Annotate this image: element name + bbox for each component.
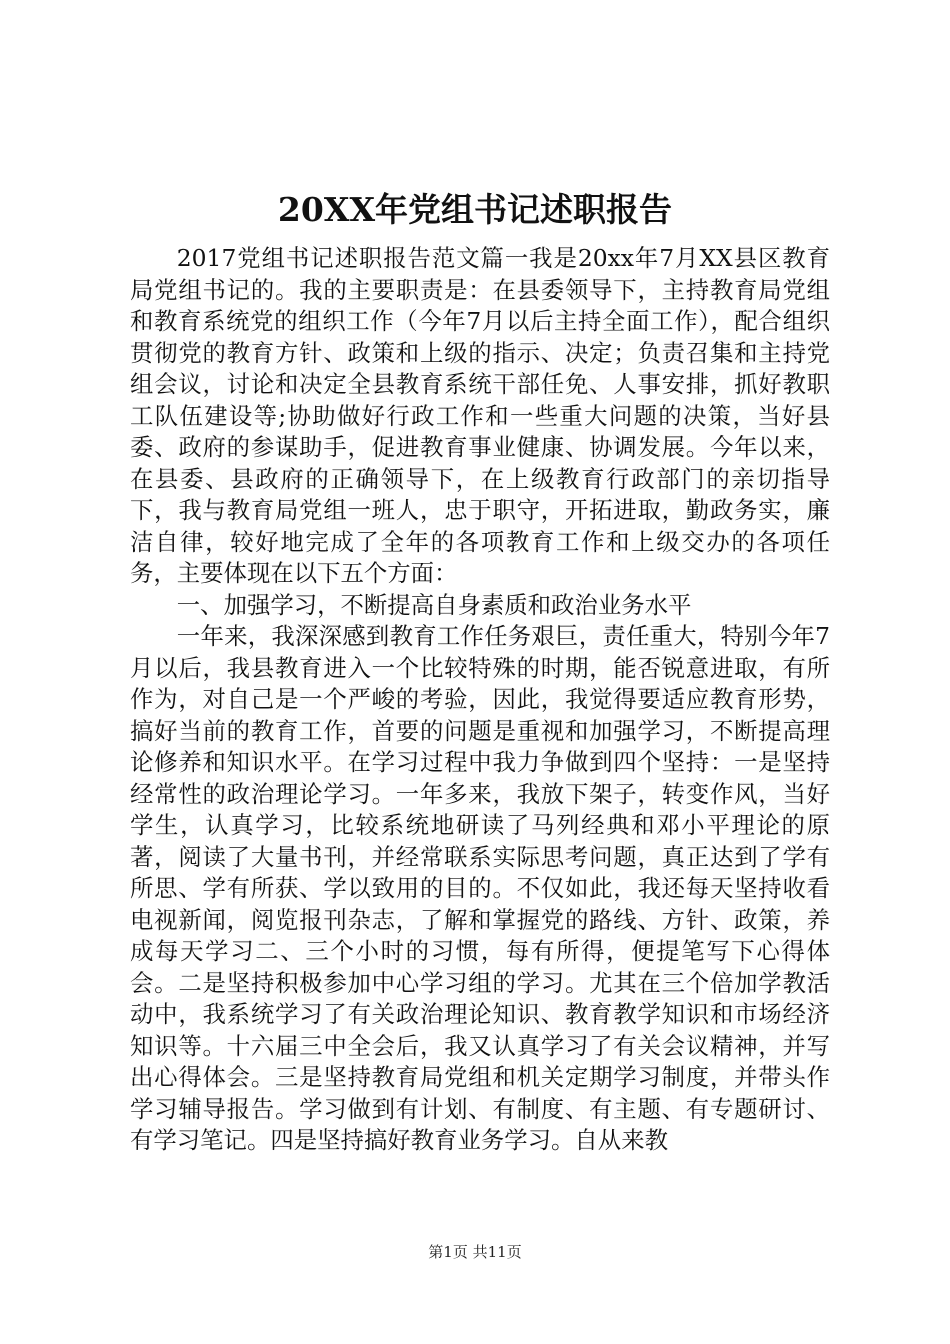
page-total: 共11页 (472, 1243, 522, 1261)
document-title: 20XX年党组书记述职报告 (277, 190, 673, 229)
document-body (130, 243, 830, 1157)
section-heading: 一、加强学习，不断提高自身素质和政治业务水平 (176, 590, 692, 619)
page-number: 第1页 (428, 1243, 468, 1261)
paragraph-study: 一年来，我深深感到教育工作任务艰巨，责任重大，特别今年7月以后，我县教育进入一个比较特殊的时期，能否锐意进取，有所作为，对自己是一个严峻的考验，因此，我觉得要适应教育形势，搞好当前的教育工作，首要的问题是重视和加强学习，不断提高理论修养和知识水平。在学习过程中我力争做到四个坚持：一是坚持经常性的政治理论学习。一年多来，我放下架子，转变作风，当好学生，认真学习，比较系统地研读了马列经典和邓小平理论的原著，阅读了大量书刊，并经常联系实际思考问题，真正达到了学有所思、学有所获、学以致用的目的。不仅如此，我还每天坚持收看电视新闻，阅览报刊杂志，了解和掌握党的路线、方针、政策，养成每天学习二、三个小时的习惯，每有所得，便提笔写下心得体会。二是坚持积极参加中心学习组的学习。尤其在三个倍加学教活动中，我系统学习了有关政治理论知识、教育教学知识和市场经济知识等。十六届三中全会后，我又认真学习了有关会议精神，并写出心得体会。三是坚持教育局党组和机关定期学习制度，并带头作学习辅导报告。学习做到有计划、有制度、有主题、有专题研讨、有学习笔记。四是坚持搞好教育业务学习。自从来教 (130, 622, 830, 1154)
page-footer (0, 1241, 950, 1263)
paragraph-intro: 2017党组书记述职报告范文篇一我是20xx年7月XX县区教育局党组书记的。我的主要职责是：在县委领导下，主持教育局党组和教育系统党的组织工作（今年7月以后主持全面工作），配合组织贯彻党的教育方针、政策和上级的指示、决定；负责召集和主持党组会议，讨论和决定全县教育系统干部任免、人事安排，抓好教职工队伍建设等;协助做好行政工作和一些重大问题的决策，当好县委、政府的参谋助手，促进教育事业健康、协调发展。今年以来，在县委、县政府的正确领导下，在上级教育行政部门的亲切指导下，我与教育局党组一班人，忠于职守，开拓进取，勤政务实，廉洁自律，较好地完成了全年的各项教育工作和上级交办的各项任务，主要体现在以下五个方面： (130, 244, 830, 587)
